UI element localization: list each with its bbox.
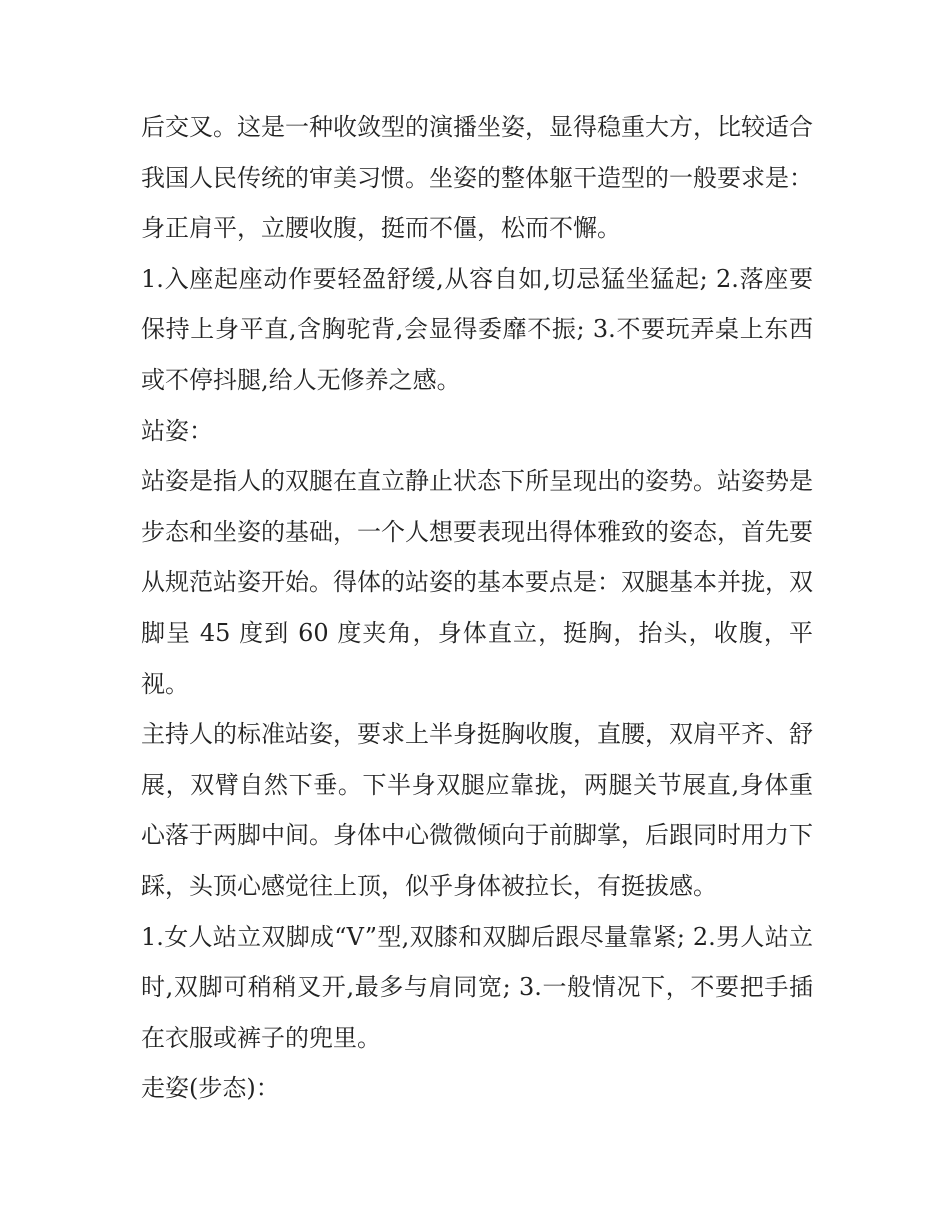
paragraph-standing-definition: 站姿是指人的双腿在直立静止状态下所呈现出的姿势。站姿势是步态和坐姿的基础，一个人想要表现出得体雅致的姿态，首先要从规范站姿开始。得体的站姿的基本要点是：双腿基本并拢，双脚呈 45 度到 60 度夹角，身体直立，挺胸，抬头，收腹，平视。 (141, 467, 813, 698)
paragraph-sitting-rules: 1.入座起座动作要轻盈舒缓,从容自如,切忌猛坐猛起; 2.落座要保持上身平直,含胸驼背,会显得委靡不振; 3.不要玩弄桌上东西或不停抖腿,给人无修养之感。 (141, 264, 813, 394)
document-body (141, 102, 813, 1114)
heading-standing-posture: 站姿： (141, 416, 213, 445)
paragraph-host-standing-posture: 主持人的标准站姿，要求上半身挺胸收腹，直腰，双肩平齐、舒展，双臂自然下垂。下半身双腿应靠拢，两腿关节展直,身体重心落于两脚中间。身体中心微微倾向于前脚掌，后跟同时用力下踩，头顶心感觉往上顶，似乎身体被拉长，有挺拔感。 (141, 720, 813, 900)
paragraph-sitting-posture-continued: 后交叉。这是一种收敛型的演播坐姿，显得稳重大方，比较适合我国人民传统的审美习惯。坐姿的整体躯干造型的一般要求是：身正肩平，立腰收腹，挺而不僵，松而不懈。 (141, 113, 813, 243)
heading-walking-posture: 走姿(步态)： (141, 1074, 280, 1103)
paragraph-standing-rules: 1.女人站立双脚成“V”型,双膝和双脚后跟尽量靠紧; 2.男人站立时,双脚可稍稍叉开,最多与肩同宽; 3.一般情况下，不要把手插在衣服或裤子的兜里。 (141, 922, 813, 1052)
